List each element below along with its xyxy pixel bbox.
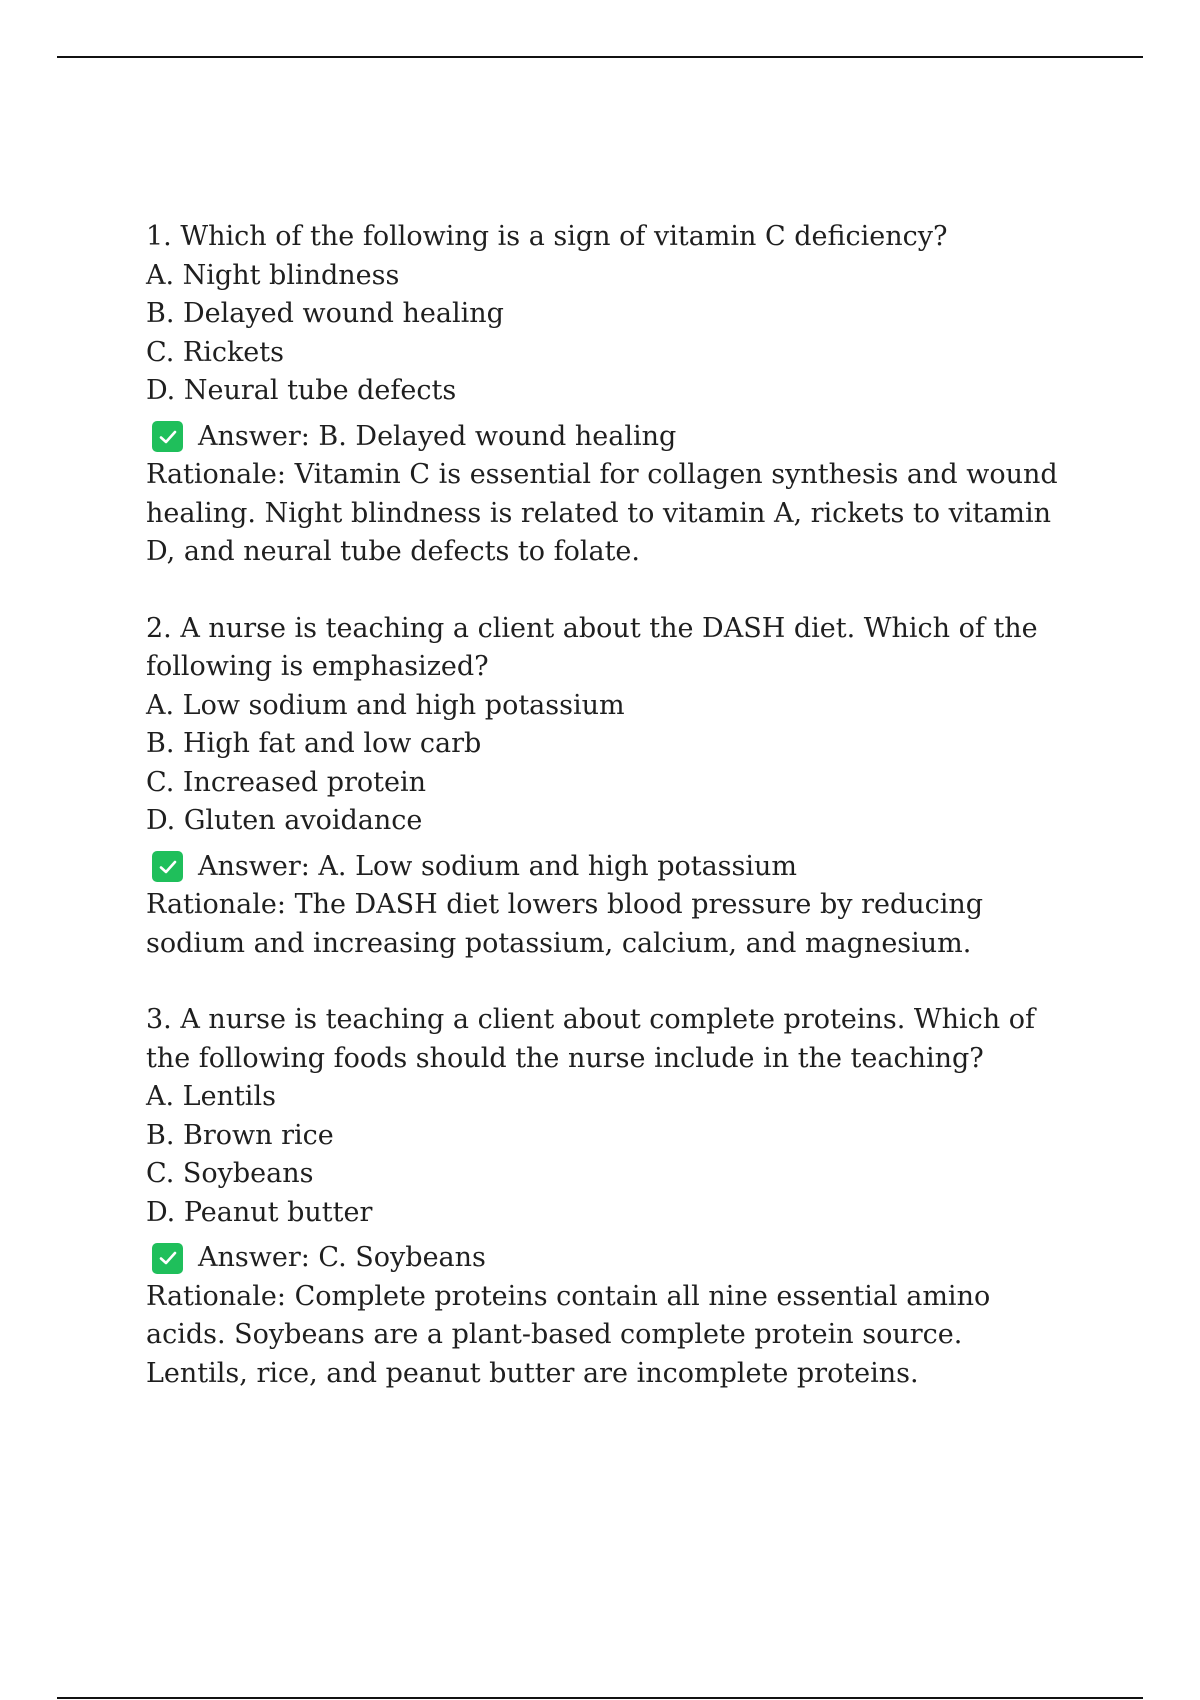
check-mark-icon: [152, 851, 183, 882]
quiz-content: [146, 218, 1066, 1431]
answer-line: [146, 1239, 1066, 1278]
rationale-text: Rationale: Vitamin C is essential for collagen synthesis and wound healing. Night blindness is related to vitamin A, rickets to vitamin D, and neural tube defects to folate.: [146, 459, 1058, 567]
question-stem: 3. A nurse is teaching a client about complete proteins. Which of the following foods should the nurse include in the teaching?: [146, 1004, 1035, 1074]
answer-line: [146, 418, 1066, 457]
option-d: D. Peanut butter: [146, 1196, 373, 1228]
check-mark-icon: [152, 421, 183, 452]
answer-text: Answer: C. Soybeans: [198, 1242, 486, 1273]
option-c: C. Rickets: [146, 336, 284, 368]
option-b: B. Brown rice: [146, 1119, 334, 1151]
options-list: [146, 687, 1066, 841]
answer-text: Answer: B. Delayed wound healing: [198, 420, 677, 452]
question-stem: 1. Which of the following is a sign of vitamin C deficiency?: [146, 221, 948, 252]
options-list: [146, 1078, 1066, 1232]
option-a: A. Night blindness: [146, 259, 400, 291]
options-list: [146, 257, 1066, 411]
rationale-text: Rationale: Complete proteins contain all nine essential amino acids. Soybeans are a plant-based complete protein source. Lentils, rice, and peanut butter are incomplete proteins.: [146, 1280, 991, 1389]
bottom-divider: [57, 1697, 1143, 1699]
question-3: [146, 1001, 1066, 1393]
option-b: B. High fat and low carb: [146, 728, 482, 759]
option-a: A. Lentils: [146, 1081, 276, 1112]
option-b: B. Delayed wound healing: [146, 298, 504, 329]
question-stem: 2. A nurse is teaching a client about the DASH diet. Which of the following is emphasized?: [146, 612, 1038, 682]
top-divider: [57, 56, 1143, 58]
option-a: A. Low sodium and high potassium: [146, 689, 625, 721]
answer-line: [146, 848, 1066, 887]
option-d: D. Gluten avoidance: [146, 805, 423, 836]
option-c: C. Increased protein: [146, 766, 427, 798]
option-c: C. Soybeans: [146, 1158, 314, 1189]
question-1: [146, 218, 1066, 572]
option-d: D. Neural tube defects: [146, 375, 457, 406]
question-2: [146, 610, 1066, 964]
answer-text: Answer: A. Low sodium and high potassium: [198, 850, 798, 882]
check-mark-icon: [152, 1243, 183, 1274]
rationale-text: Rationale: The DASH diet lowers blood pressure by reducing sodium and increasing potassium, calcium, and magnesium.: [146, 889, 984, 959]
